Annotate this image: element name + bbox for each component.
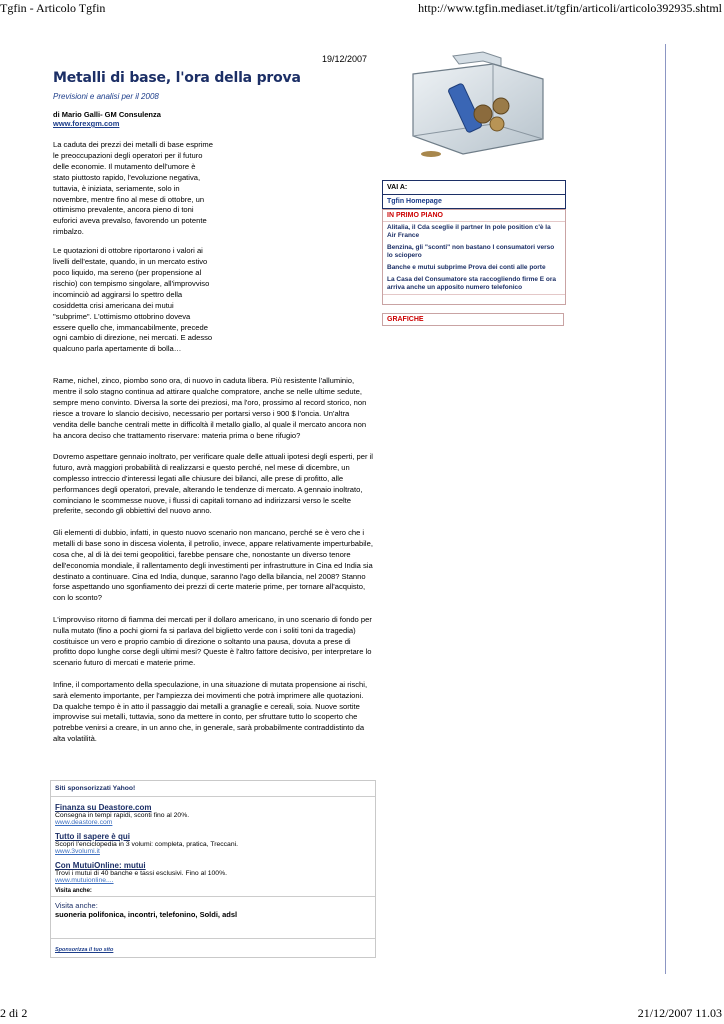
ad-desc: Scopri l'enciclopedia in 3 volumi: completa, pratica, Treccani. [55, 841, 239, 848]
paragraph: Infine, il comportamento della speculazione, in una situazione di mutata propensione ai rischi, sarà elemento importante, per l'ampiezza dei movimenti che potrà imprimere alle quotazioni. Da qualche tempo è in atto il passaggio dai metalli a granaglie e cereali, soia. Nuove sortite improvvise sui metalli, tuttavia, sono da mettere in conto, per sfruttare tutto lo scoperto che potrebbe venirsi a creare, in un anno che, in generale, sarà probabilmente contraddistinto da alta volatilità. [53, 679, 368, 744]
empty-row [383, 294, 565, 304]
paragraph: L'improvviso ritorno di fiamma dei mercati per il dollaro americano, in uno scenario di fondo per nulla mutato (fino a pochi giorni fa si parlava del biglietto verde con i soliti toni da tragedia) costituisce un vero e proprio cambio di direzione o soltanto una pausa, dovuta a prese di profitto dopo lunghe corse degli ultimi mesi? Queste è l'altro fattore decisivo, per interpretare lo scenario futuro di mercati e materie prime. [53, 614, 372, 668]
sponsored-box [50, 780, 376, 958]
ad-title[interactable]: Con MutuiOnline: mutui [55, 861, 146, 870]
primo-piano-header: IN PRIMO PIANO [383, 210, 565, 222]
vai-a-header: VAI A: [383, 181, 565, 195]
ad-title[interactable]: Finanza su Deastore.com [55, 803, 152, 812]
ad-item [51, 855, 375, 884]
grafiche-box[interactable]: GRAFICHE [382, 313, 564, 326]
visita-anche [51, 897, 375, 919]
visita-links[interactable]: suoneria polifonica, incontri, telefonino, Soldi, adsl [55, 910, 238, 919]
ad-url[interactable]: www.3volumi.it [55, 848, 100, 855]
visita-anche-small: Visita anche: [51, 886, 375, 897]
news-link[interactable]: Alitalia, il Cda sceglie il partner In pole position c'è la Air France [387, 224, 551, 239]
author: di Mario Galli- GM Consulenza [53, 110, 161, 119]
paragraph: Gli elementi di dubbio, infatti, in questo nuovo scenario non mancano, perché se è vero che i metalli di base sono in discesa violenta, il petrolio, invece, appare relativamente imperturbabile, cosa che, al di là dei temi geopolitici, farebbe pensare che, nonostante un diverso tenore dell'economia mondiale, il rallentamento degli investimenti per infrastrutture in Cina ed India sia destinato a continuare. Cina ed India, dunque, saranno l'ago della bilancia, nel 2008? Stanno forse aspettando uno sgonfiamento dei prezzi di certe materie prime, per tornare all'acquisto, con lo sconto? [53, 527, 373, 603]
print-footer-page: 2 di 2 [0, 1006, 28, 1020]
author-link[interactable]: www.forexgm.com [53, 119, 120, 128]
ad-desc: Trovi i mutui di 40 banche e tassi esclusivi. Fino al 100%. [55, 870, 228, 877]
paragraph: Rame, nichel, zinco, piombo sono ora, di nuovo in caduta libera. Più resistente l'alluminio, mentre il solo stagno continua ad attirare qualche compratore, anche se nelle ultime sedute, sempre meno convinto. Diversa la sorte dei preziosi, ma l'oro, prossimo al record storico, non riesce a trovare lo slancio decisivo, necessario per portarsi verso i 900 $ l'oncia. Un'altra vendita delle banche centrali mette in difficoltà il metallo giallo, al quale il mercato ancora non ha ancora deciso che trattamento riservare: materia prima o bene rifugio? [53, 376, 367, 440]
article-title: Metalli di base, l'ora della prova [53, 70, 301, 86]
news-link[interactable]: Banche e mutui subprime Prova dei conti alle porte [387, 264, 546, 271]
vai-a-box [382, 180, 566, 209]
sponsored-header: Siti sponsorizzati Yahoo! [51, 781, 375, 797]
print-header-url: http://www.tgfin.mediaset.it/tgfin/articoli/articolo392935.shtml [418, 1, 722, 15]
print-footer-datetime: 21/12/2007 11.03 [637, 1006, 722, 1020]
divider [51, 938, 375, 939]
visita-label: Visita anche: [55, 901, 98, 910]
ad-item [51, 797, 375, 826]
paragraph: La caduta dei prezzi dei metalli di base esprime le preoccupazioni degli operatori per il futuro delle economie. Il mutamento dell'umore è stato piuttosto rapido, l'evoluzione negativa, tuttavia, è iniziata, seriamente, solo in novembre, mentre fino al mese di ottobre, un ottimismo prevalente, ancora pieno di toni euforici aveva prevalso, favorendo un potente rimbalzo. [53, 140, 213, 237]
tgfin-homepage-link[interactable]: Tgfin Homepage [387, 198, 442, 205]
paragraph: Le quotazioni di ottobre riportarono i valori ai livelli dell'estate, quando, in un mercato estivo poco liquido, ma sereno (per propensione al rischio) con tempismo singolare, all'improvviso incominciò ad aggirarsi lo spettro della cosiddetta crisi americana dei mutui "subprime". L'ottimismo ottobrino doveva essere quello che, immancabilmente, precede ogni cambio di direzione, nei mercati. E adesso qualcuno parla apertamente di bolla… [53, 246, 213, 354]
article-intro [53, 140, 213, 363]
paragraph: Dovremo aspettare gennaio inoltrato, per verificare quale delle attuali ipotesi degli esperti, per il futuro, avrà maggiori probabilità di realizzarsi e questo perché, nel mese di dicembre, un complesso intreccio d'interessi legati alle chiusure dei bilanci, alle prese di profitto, alle performances degli operatori, prevale, alterando le tendenze di mercato. A gennaio inoltrato, cominciano le scommesse nuove, i flussi di capitali tornano ad indirizzarsi verso le scelte preferite, secondo gli obbiettivi del nuovo anno. [53, 451, 373, 516]
ad-item [51, 826, 375, 855]
column-divider [665, 44, 666, 974]
news-link[interactable]: Benzina, gli "sconti" non bastano I consumatori verso lo sciopero [387, 244, 555, 259]
byline [53, 110, 161, 128]
ad-title[interactable]: Tutto il sapere è qui [55, 832, 130, 841]
article-date: 19/12/2007 [322, 54, 368, 64]
article-photo [383, 44, 565, 169]
ad-url[interactable]: www.mutuionline.... [55, 877, 114, 884]
print-header-title: Tgfin - Articolo Tgfin [0, 1, 106, 15]
primo-piano-box [382, 209, 566, 305]
news-link[interactable]: La Casa del Consumatore sta raccogliendo firme E ora arriva anche un apposito numero telefonico [387, 276, 557, 291]
article-subtitle: Previsioni e analisi per il 2008 [53, 92, 159, 101]
article-body [53, 376, 375, 756]
briefcase-coins-image [383, 44, 565, 169]
ad-desc: Consegna in tempi rapidi, sconti fino al 20%. [55, 812, 190, 819]
ad-url[interactable]: www.deastore.com [55, 819, 113, 826]
sponsor-site-link[interactable]: Sponsorizza il tuo sito [55, 947, 114, 953]
